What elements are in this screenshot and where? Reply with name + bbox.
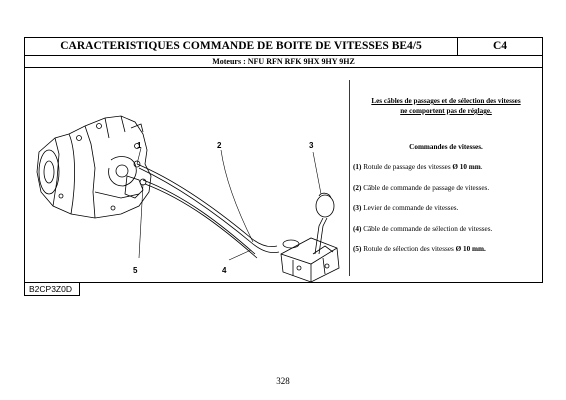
callout-3: 3 xyxy=(309,141,314,150)
document-frame xyxy=(24,37,543,283)
engine-subtitle: Moteurs : NFU RFN RFK 9HX 9HY 9HZ xyxy=(25,56,542,68)
item-tail: . xyxy=(480,163,483,171)
notes-panel xyxy=(353,96,539,265)
list-item xyxy=(353,224,539,234)
section-code: C4 xyxy=(492,40,508,52)
callout-4: 4 xyxy=(222,266,227,275)
item-text: Câble de commande de passage de vitesses. xyxy=(361,183,490,192)
item-number: (3) xyxy=(353,204,362,212)
item-text: Rotule de sélection des vitesses xyxy=(361,245,456,253)
callout-5: 5 xyxy=(133,266,138,275)
list-item xyxy=(353,244,539,254)
item-number: (1) xyxy=(353,163,362,171)
list-item xyxy=(353,162,539,172)
item-dimension: Ø 10 mm. xyxy=(455,245,486,253)
item-text: Câble de commande de sélection de vitesses. xyxy=(361,224,493,233)
item-number: (4) xyxy=(353,224,362,233)
item-text: Rotule de passage des vitesses xyxy=(361,163,453,171)
page-number: 328 xyxy=(276,376,290,386)
warning-line-2: ne comportent pas de réglage. xyxy=(400,107,492,115)
column-divider xyxy=(349,80,350,276)
gearbox-cable-diagram xyxy=(25,68,349,282)
callout-1: 1 xyxy=(137,141,142,150)
item-dimension: Ø 10 mm xyxy=(452,163,481,171)
page-title: CARACTERISTIQUES COMMANDE DE BOITE DE VITESSES BE4/5 xyxy=(25,38,458,55)
warning-line-1: Les câbles de passages et de sélection des vitesses xyxy=(371,97,521,105)
title-row xyxy=(25,38,542,56)
list-item xyxy=(353,183,539,193)
item-number: (2) xyxy=(353,183,362,192)
item-number: (5) xyxy=(353,245,362,253)
reference-code: B2CP3Z0D xyxy=(24,283,80,296)
item-text: Levier de commande de vitesses. xyxy=(361,204,459,212)
section-title: Commandes de vitesses. xyxy=(409,143,483,151)
callout-2: 2 xyxy=(217,141,222,150)
list-item xyxy=(353,203,539,213)
